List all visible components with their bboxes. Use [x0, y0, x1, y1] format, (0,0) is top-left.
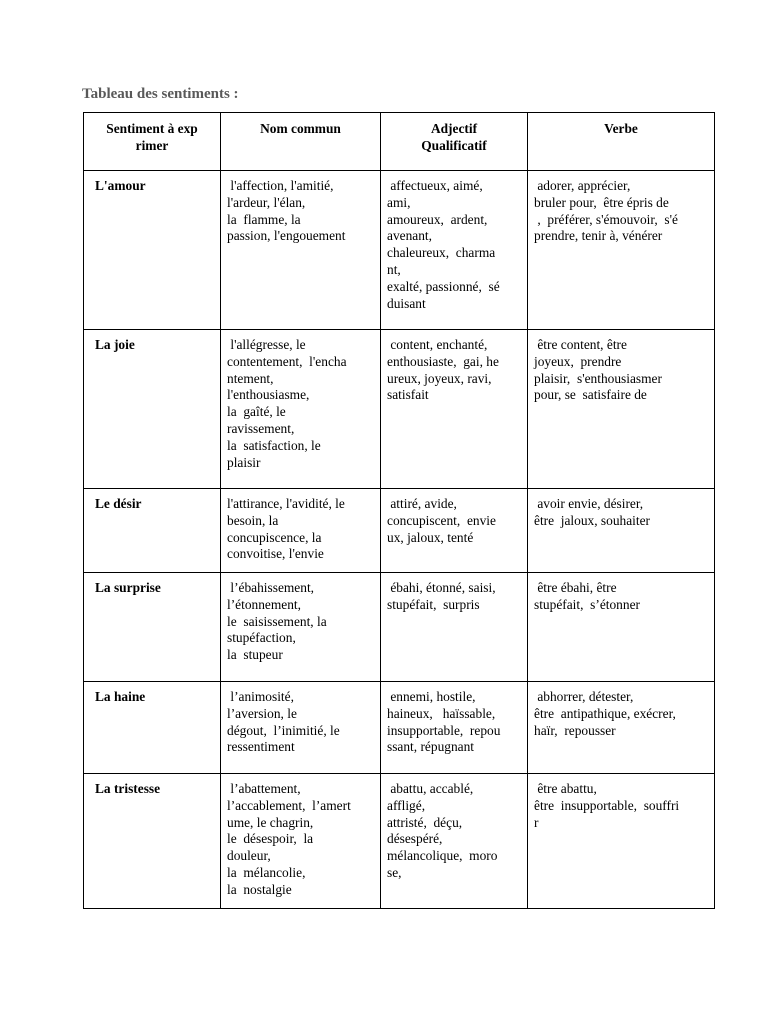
verbe-line: stupéfait, s’étonner — [534, 596, 640, 612]
nom-line: l’abattement, — [227, 781, 301, 796]
verbe-line: plaisir, s'enthousiasmer — [534, 370, 662, 386]
nom-line: l'attirance, l'avidité, le — [227, 496, 345, 511]
nom-line: l’aversion, le — [227, 705, 297, 721]
verbe-line: avoir envie, désirer, — [534, 496, 644, 511]
nom-line: concupiscence, la — [227, 529, 322, 545]
header-nom-line: Nom commun — [260, 121, 341, 136]
verbe-cell — [528, 330, 715, 489]
adjectif-line: désespéré, — [387, 831, 443, 847]
adjectif-line: ami, — [387, 194, 411, 210]
verbe-cell — [528, 489, 715, 573]
sentiment-cell: La haine — [84, 682, 221, 774]
nom-line: la stupeur — [227, 647, 283, 663]
nom-line: dégout, l’inimitié, le — [227, 722, 340, 738]
header-sentiment-line: Sentiment à exp — [106, 121, 198, 136]
nom-line: l’animosité, — [227, 689, 294, 704]
adjectif-line: nt, — [387, 261, 401, 277]
nom-line: douleur, — [227, 848, 271, 864]
verbe-cell — [528, 573, 715, 682]
nom-cell — [221, 330, 381, 489]
verbe-line: joyeux, prendre — [534, 353, 622, 369]
nom-line: la satisfaction, le — [227, 437, 321, 453]
verbe-line: prendre, tenir à, vénérer — [534, 228, 663, 244]
verbe-line: être abattu, — [534, 781, 597, 796]
nom-line: la nostalgie — [227, 881, 292, 897]
adjectif-line: duisant — [387, 295, 426, 311]
adjectif-cell — [381, 489, 528, 573]
nom-line: la flamme, la — [227, 211, 301, 227]
sentiment-cell: L'amour — [84, 171, 221, 330]
nom-line: l’ébahissement, — [227, 580, 315, 595]
adjectif-line: ennemi, hostile, — [387, 689, 476, 704]
nom-line: le désespoir, la — [227, 831, 314, 847]
adjectif-line: attiré, avide, — [387, 496, 457, 511]
adjectif-cell — [381, 171, 528, 330]
table-row — [84, 171, 715, 330]
nom-cell — [221, 489, 381, 573]
adjectif-line: affligé, — [387, 797, 426, 813]
nom-line: la mélancolie, — [227, 864, 306, 880]
sentiment-cell: Le désir — [84, 489, 221, 573]
nom-line: ravissement, — [227, 420, 295, 436]
nom-line: l'enthousiasme, — [227, 387, 310, 403]
nom-line: ume, le chagrin, — [227, 814, 314, 830]
table-row — [84, 682, 715, 774]
nom-cell — [221, 171, 381, 330]
nom-line: passion, l'engouement — [227, 228, 346, 244]
page-title: Tableau des sentiments : — [82, 86, 239, 102]
verbe-line: être ébahi, être — [534, 580, 617, 595]
sentiment-cell: La surprise — [84, 573, 221, 682]
header-sentiment — [84, 113, 221, 171]
verbe-line: être insupportable, souffri — [534, 797, 680, 813]
adjectif-line: chaleureux, charma — [387, 245, 496, 261]
header-verbe — [528, 113, 715, 171]
nom-line: stupéfaction, — [227, 630, 296, 646]
adjectif-line: exalté, passionné, sé — [387, 278, 500, 294]
sentiments-table — [83, 112, 715, 909]
nom-line: besoin, la — [227, 512, 279, 528]
adjectif-line: insupportable, repou — [387, 722, 501, 738]
adjectif-cell — [381, 682, 528, 774]
header-verbe-line: Verbe — [604, 121, 638, 136]
verbe-line: être jaloux, souhaiter — [534, 512, 651, 528]
header-adjectif — [381, 113, 528, 171]
header-nom — [221, 113, 381, 171]
verbe-line: être antipathique, exécrer, — [534, 705, 676, 721]
verbe-line: , préférer, s'émouvoir, s'é — [534, 211, 678, 227]
nom-line: ressentiment — [227, 739, 295, 755]
header-sentiment-line: rimer — [135, 137, 169, 153]
adjectif-line: ux, jaloux, tenté — [387, 529, 474, 545]
adjectif-line: abattu, accablé, — [387, 781, 474, 796]
verbe-line: bruler pour, être épris de — [534, 194, 669, 210]
adjectif-line: haineux, haïssable, — [387, 705, 496, 721]
verbe-line: être content, être — [534, 337, 627, 352]
adjectif-cell — [381, 573, 528, 682]
nom-line: ntement, — [227, 370, 274, 386]
adjectif-line: amoureux, ardent, — [387, 211, 488, 227]
adjectif-line: enthousiaste, gai, he — [387, 353, 499, 369]
adjectif-line: ssant, répugnant — [387, 739, 475, 755]
adjectif-cell — [381, 774, 528, 909]
verbe-line: r — [534, 814, 539, 830]
nom-line: l'ardeur, l'élan, — [227, 194, 306, 210]
header-adjectif-line: Adjectif — [430, 121, 478, 136]
verbe-line: adorer, apprécier, — [534, 178, 631, 193]
adjectif-line: attristé, déçu, — [387, 814, 463, 830]
verbe-cell — [528, 774, 715, 909]
nom-line: plaisir — [227, 454, 261, 470]
nom-cell — [221, 774, 381, 909]
nom-cell — [221, 682, 381, 774]
sentiment-cell: La joie — [84, 330, 221, 489]
adjectif-line: affectueux, aimé, — [387, 178, 483, 193]
verbe-line: abhorrer, détester, — [534, 689, 634, 704]
adjectif-line: concupiscent, envie — [387, 512, 496, 528]
verbe-line: haïr, repousser — [534, 722, 616, 738]
table-row — [84, 489, 715, 573]
table-row — [84, 774, 715, 909]
nom-line: le saisissement, la — [227, 613, 327, 629]
verbe-cell — [528, 171, 715, 330]
table-row — [84, 573, 715, 682]
header-row — [84, 113, 715, 171]
adjectif-line: avenant, — [387, 228, 432, 244]
adjectif-line: satisfait — [387, 387, 429, 403]
nom-line: l'affection, l'amitié, — [227, 178, 334, 193]
nom-line: la gaîté, le — [227, 404, 286, 420]
adjectif-line: ureux, joyeux, ravi, — [387, 370, 492, 386]
nom-line: l’accablement, l’amert — [227, 797, 351, 813]
verbe-line: pour, se satisfaire de — [534, 387, 647, 403]
nom-line: l’étonnement, — [227, 596, 301, 612]
nom-line: convoitise, l'envie — [227, 546, 324, 562]
adjectif-line: mélancolique, moro — [387, 848, 498, 864]
adjectif-line: ébahi, étonné, saisi, — [387, 580, 496, 595]
adjectif-line: content, enchanté, — [387, 337, 488, 352]
verbe-cell — [528, 682, 715, 774]
adjectif-line: stupéfait, surpris — [387, 596, 480, 612]
adjectif-line: se, — [387, 864, 402, 880]
nom-line: contentement, l'encha — [227, 353, 347, 369]
nom-line: l'allégresse, le — [227, 337, 306, 352]
nom-cell — [221, 573, 381, 682]
sentiment-cell: La tristesse — [84, 774, 221, 909]
header-adjectif-line: Qualificatif — [421, 137, 487, 153]
table-row — [84, 330, 715, 489]
adjectif-cell — [381, 330, 528, 489]
